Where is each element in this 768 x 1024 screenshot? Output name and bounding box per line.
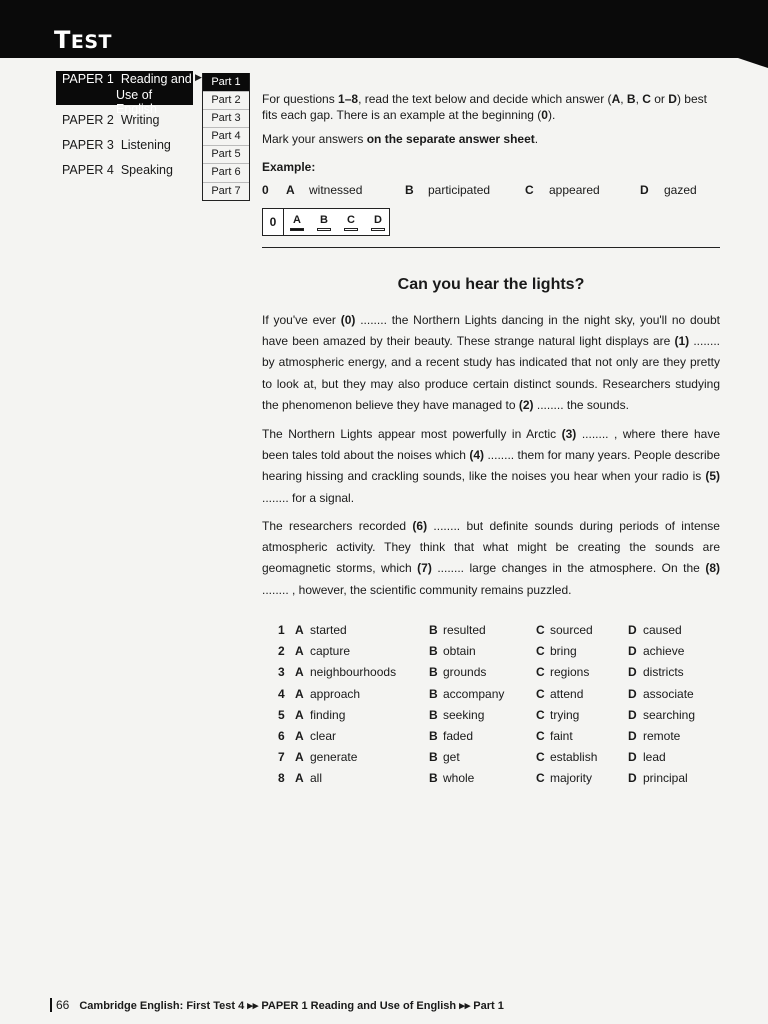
option-a[interactable]: approach bbox=[310, 686, 361, 701]
paper-4-num: PAPER 4 bbox=[62, 163, 114, 177]
option-b[interactable]: whole bbox=[443, 771, 475, 786]
question-row bbox=[262, 641, 722, 662]
option-letter-a: A bbox=[295, 686, 304, 701]
answer-option-c[interactable]: C bbox=[343, 214, 359, 231]
page-title bbox=[54, 26, 112, 54]
option-letter-c: C bbox=[536, 707, 545, 722]
example-word-a: witnessed bbox=[309, 183, 363, 197]
option-letter-b: B bbox=[429, 771, 438, 786]
option-letter-d: D bbox=[628, 665, 637, 680]
paper-1-num: PAPER 1 bbox=[62, 72, 114, 86]
option-letter-a: A bbox=[295, 623, 304, 637]
header-bar bbox=[0, 0, 768, 58]
question-row bbox=[262, 684, 722, 705]
option-a[interactable]: clear bbox=[310, 728, 337, 743]
option-d[interactable]: associate bbox=[643, 686, 694, 701]
option-letter-b: B bbox=[429, 750, 438, 765]
option-a[interactable]: capture bbox=[310, 644, 351, 659]
nav-paper-1[interactable] bbox=[56, 71, 193, 116]
option-b[interactable]: accompany bbox=[443, 686, 505, 701]
option-c[interactable]: bring bbox=[550, 644, 577, 659]
question-number: 4 bbox=[278, 686, 285, 701]
question-number: 8 bbox=[278, 771, 285, 786]
option-letter-d: D bbox=[628, 728, 637, 743]
answer-option-a[interactable]: A bbox=[289, 214, 305, 231]
answer-sheet-instruction: Mark your answers on the separate answer sheet. bbox=[262, 132, 539, 146]
nav-paper-2[interactable] bbox=[62, 113, 160, 127]
option-letter-c: C bbox=[536, 623, 545, 637]
option-a[interactable]: neighbourhoods bbox=[310, 665, 397, 680]
option-letter-a: A bbox=[295, 644, 304, 659]
paper-3-name: Listening bbox=[120, 138, 171, 152]
option-letter-b: B bbox=[429, 728, 438, 743]
double-arrow-icon: ▸▸ bbox=[247, 1000, 262, 1012]
option-d[interactable]: principal bbox=[643, 771, 688, 786]
option-d[interactable]: caused bbox=[643, 623, 682, 637]
option-letter-d: D bbox=[628, 707, 637, 722]
example-answer-box bbox=[262, 208, 390, 236]
question-row bbox=[262, 620, 722, 641]
option-letter-b: B bbox=[429, 707, 438, 722]
example-label: Example: bbox=[262, 160, 316, 174]
nav-paper-3[interactable] bbox=[62, 138, 171, 152]
option-letter-a: A bbox=[295, 707, 304, 722]
example-letter-b: B bbox=[405, 183, 414, 197]
option-letter-c: C bbox=[536, 686, 545, 701]
question-number: 2 bbox=[278, 644, 285, 659]
option-c[interactable]: faint bbox=[550, 728, 573, 743]
tab-part-2[interactable]: Part 2 bbox=[203, 91, 249, 109]
article-paragraph-2: The Northern Lights appear most powerfully in Arctic (3) ........ , where there have been tales told about the noises which (4) ........ them for many years. People describe hearing hissing and crackling sounds, like the noises you hear when your radio is (5) ........ for a signal. bbox=[262, 427, 721, 505]
answer-option-b[interactable]: B bbox=[316, 214, 332, 231]
question-number: 7 bbox=[278, 750, 285, 765]
option-letter-c: C bbox=[536, 750, 545, 765]
option-b[interactable]: faded bbox=[443, 728, 474, 743]
page-number: 66 bbox=[50, 998, 69, 1012]
option-letter-d: D bbox=[628, 750, 637, 765]
paper-3-num: PAPER 3 bbox=[62, 138, 114, 152]
header-tab-edge bbox=[738, 58, 768, 68]
option-d[interactable]: remote bbox=[643, 728, 681, 743]
paper-arrow-icon: ▶ bbox=[195, 72, 202, 82]
option-letter-a: A bbox=[295, 665, 304, 680]
option-c[interactable]: trying bbox=[550, 707, 580, 722]
answer-box-num: 0 bbox=[263, 209, 284, 235]
footer-part: Part 1 bbox=[473, 1000, 504, 1012]
option-d[interactable]: searching bbox=[643, 707, 696, 722]
question-row bbox=[262, 726, 722, 747]
option-letter-d: D bbox=[628, 686, 637, 701]
option-b[interactable]: obtain bbox=[443, 644, 476, 659]
option-d[interactable]: districts bbox=[643, 665, 684, 680]
option-letter-c: C bbox=[536, 665, 545, 680]
question-number: 1 bbox=[278, 623, 285, 637]
divider bbox=[262, 247, 720, 248]
nav-paper-4[interactable] bbox=[62, 163, 173, 177]
option-letter-d: D bbox=[628, 644, 637, 659]
option-letter-c: C bbox=[536, 771, 545, 786]
question-row bbox=[262, 705, 722, 726]
option-c[interactable]: attend bbox=[550, 686, 584, 701]
example-letter-d: D bbox=[640, 183, 649, 197]
tab-part-6[interactable]: Part 6 bbox=[203, 163, 249, 181]
tab-part-5[interactable]: Part 5 bbox=[203, 145, 249, 163]
footer-paper: PAPER 1 Reading and Use of English bbox=[261, 1000, 460, 1012]
title-initial: T bbox=[54, 26, 71, 54]
paper-1-name-line2: Use of English bbox=[116, 88, 157, 116]
option-letter-d: D bbox=[628, 623, 637, 637]
title-rest: EST bbox=[70, 31, 112, 53]
option-b[interactable]: get bbox=[443, 750, 460, 765]
option-letter-a: A bbox=[295, 750, 304, 765]
option-d[interactable]: lead bbox=[643, 750, 666, 765]
paper-4-name: Speaking bbox=[120, 163, 173, 177]
example-word-d: gazed bbox=[664, 183, 697, 197]
option-letter-b: B bbox=[429, 665, 438, 680]
option-c[interactable]: majority bbox=[550, 771, 593, 786]
option-b[interactable]: resulted bbox=[443, 623, 486, 637]
option-letter-b: B bbox=[429, 686, 438, 701]
option-letter-c: C bbox=[536, 728, 545, 743]
footer-book: Cambridge English: First Test 4 bbox=[79, 1000, 248, 1012]
double-arrow-icon: ▸▸ bbox=[459, 1000, 474, 1012]
question-row bbox=[262, 768, 722, 789]
option-b[interactable]: seeking bbox=[443, 707, 485, 722]
paper-2-name: Writing bbox=[120, 113, 160, 127]
instructions-text: For questions 1–8, read the text below and decide which answer (A, B, C or D) best fits each gap. There is an example at the beginning (0). bbox=[262, 92, 707, 122]
option-letter-a: A bbox=[295, 771, 304, 786]
answer-option-d[interactable]: D bbox=[370, 214, 386, 231]
example-word-c: appeared bbox=[549, 183, 600, 197]
option-letter-b: B bbox=[429, 623, 438, 637]
option-letter-a: A bbox=[295, 728, 304, 743]
option-a[interactable]: finding bbox=[310, 707, 346, 722]
question-number: 3 bbox=[278, 665, 285, 680]
tab-part-7[interactable]: Part 7 bbox=[203, 182, 249, 200]
question-row bbox=[262, 747, 722, 768]
option-a[interactable]: all bbox=[310, 771, 323, 786]
example-letter-c: C bbox=[525, 183, 534, 197]
article-paragraph-1: If you've ever (0) ........ the Northern Lights dancing in the night sky, you'll no doubt have been amazed by their beauty. These strange natural light displays are (1) ........ by atmospheric energy, and a recent study has indicated that not only are they pretty to look at, but they may also produce certain distinct sounds. Researchers studying the phenomenon believe they have managed to (2) ........ the sounds. bbox=[262, 313, 720, 412]
example-word-b: participated bbox=[428, 183, 491, 197]
article-title: Can you hear the lights? bbox=[397, 276, 585, 293]
option-a[interactable]: started bbox=[310, 623, 347, 637]
option-c[interactable]: establish bbox=[550, 750, 598, 765]
option-b[interactable]: grounds bbox=[443, 665, 487, 680]
question-number: 5 bbox=[278, 707, 285, 722]
tab-part-1[interactable]: Part 1 bbox=[203, 73, 249, 91]
example-num: 0 bbox=[262, 183, 269, 197]
example-letter-a: A bbox=[286, 183, 295, 197]
paper-2-num: PAPER 2 bbox=[62, 113, 114, 127]
option-c[interactable]: sourced bbox=[550, 623, 593, 637]
tab-part-3[interactable]: Part 3 bbox=[203, 109, 249, 127]
option-letter-b: B bbox=[429, 644, 438, 659]
article-paragraph-3: The researchers recorded (6) ........ but definite sounds during periods of intense atmospheric activity. They think that what might be creating the sounds are geomagnetic storms, which (7) ........ large changes in the atmosphere. On the (8) ........ , however, the scientific community remains puzzled. bbox=[262, 519, 720, 597]
page-footer bbox=[50, 998, 504, 1012]
paper-1-name: Reading and bbox=[120, 72, 192, 86]
tab-part-4[interactable]: Part 4 bbox=[203, 127, 249, 145]
question-number: 6 bbox=[278, 728, 285, 743]
option-a[interactable]: generate bbox=[310, 750, 358, 765]
option-letter-c: C bbox=[536, 644, 545, 659]
parts-list bbox=[202, 73, 250, 201]
option-letter-d: D bbox=[628, 771, 637, 786]
option-d[interactable]: achieve bbox=[643, 644, 685, 659]
question-options bbox=[262, 620, 722, 790]
option-c[interactable]: regions bbox=[550, 665, 590, 680]
question-row bbox=[262, 662, 722, 683]
